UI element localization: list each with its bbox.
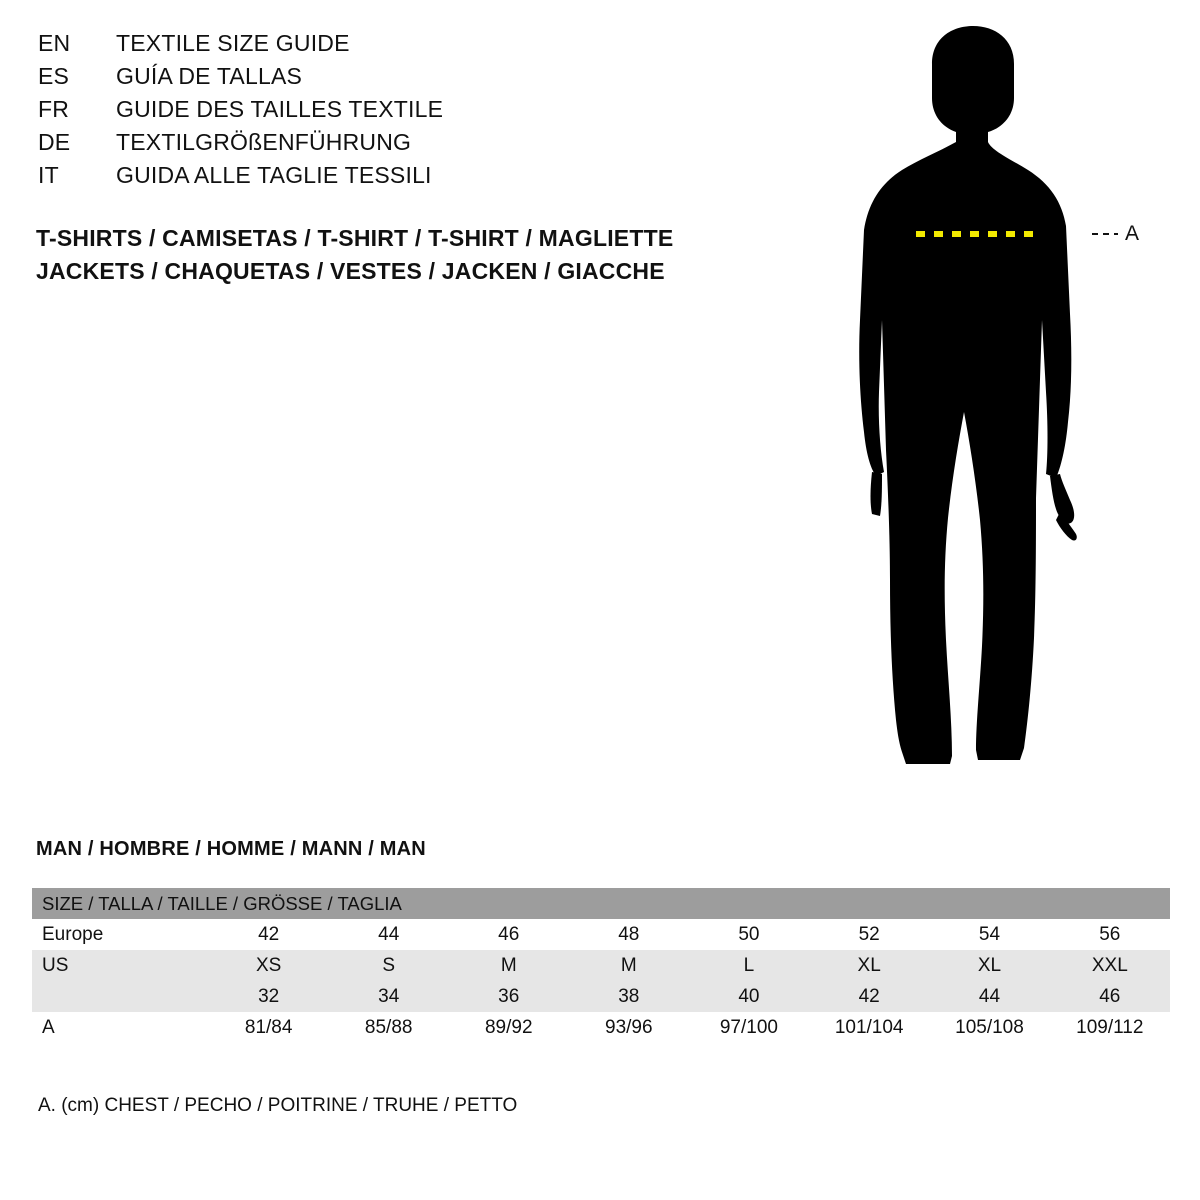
- male-silhouette-figure: [820, 20, 1180, 800]
- table-header-row: [32, 888, 1170, 919]
- cell-us-8: XXL: [1050, 950, 1170, 981]
- language-row: [38, 96, 738, 129]
- cell-a-6: 101/104: [809, 1012, 929, 1043]
- table-header-label: SIZE / TALLA / TAILLE / GRÖSSE / TAGLIA: [32, 888, 1170, 919]
- cell-a-8: 109/112: [1050, 1012, 1170, 1043]
- cell-a-2: 85/88: [329, 1012, 449, 1043]
- footnote-chest-measure: A. (cm) CHEST / PECHO / POITRINE / TRUHE / PETTO: [38, 1095, 518, 1116]
- cell-us-3: M: [449, 950, 569, 981]
- cell-a-4: 93/96: [569, 1012, 689, 1043]
- language-code: FR: [38, 96, 70, 122]
- table-row: [32, 1012, 1170, 1043]
- cell-numeric-7: 44: [929, 981, 1049, 1012]
- cell-us-7: XL: [929, 950, 1049, 981]
- language-code: DE: [38, 129, 71, 155]
- garment-line-jackets: JACKETS / CHAQUETAS / VESTES / JACKEN / GIACCHE: [36, 258, 665, 284]
- cell-a-1: 81/84: [209, 1012, 329, 1043]
- cell-a-5: 97/100: [689, 1012, 809, 1043]
- cell-europe-8: 56: [1050, 919, 1170, 950]
- language-row: [38, 129, 738, 162]
- cell-europe-3: 46: [449, 919, 569, 950]
- table-row: [32, 981, 1170, 1012]
- cell-numeric-2: 34: [329, 981, 449, 1012]
- language-row: [38, 162, 738, 195]
- language-row: [38, 63, 738, 96]
- cell-numeric-8: 46: [1050, 981, 1170, 1012]
- cell-us-6: XL: [809, 950, 929, 981]
- cell-us-4: M: [569, 950, 689, 981]
- language-code: EN: [38, 30, 71, 56]
- cell-a-7: 105/108: [929, 1012, 1049, 1043]
- cell-us-1: XS: [209, 950, 329, 981]
- cell-europe-4: 48: [569, 919, 689, 950]
- cell-numeric-4: 38: [569, 981, 689, 1012]
- cell-numeric-3: 36: [449, 981, 569, 1012]
- language-text: GUIDA ALLE TAGLIE TESSILI: [116, 162, 432, 188]
- table-row: [32, 919, 1170, 950]
- row-label-a: A: [32, 1012, 209, 1043]
- cell-us-5: L: [689, 950, 809, 981]
- cell-europe-7: 54: [929, 919, 1049, 950]
- table-row: [32, 950, 1170, 981]
- language-text: GUÍA DE TALLAS: [116, 63, 303, 89]
- language-text: TEXTILGRÖßENFÜHRUNG: [116, 129, 412, 155]
- cell-numeric-6: 42: [809, 981, 929, 1012]
- row-label-europe: Europe: [32, 919, 209, 950]
- cell-us-2: S: [329, 950, 449, 981]
- language-code: IT: [38, 162, 59, 188]
- cell-a-3: 89/92: [449, 1012, 569, 1043]
- row-label-us: US: [32, 950, 209, 981]
- cell-europe-2: 44: [329, 919, 449, 950]
- garment-line-tshirts: T-SHIRTS / CAMISETAS / T-SHIRT / T-SHIRT / MAGLIETTE: [36, 225, 674, 251]
- row-label-numeric: [32, 981, 209, 1012]
- garment-type-block: [36, 222, 796, 288]
- language-header-block: [38, 30, 738, 195]
- measure-leader-line: [1092, 233, 1118, 235]
- cell-numeric-5: 40: [689, 981, 809, 1012]
- cell-numeric-1: 32: [209, 981, 329, 1012]
- cell-europe-5: 50: [689, 919, 809, 950]
- cell-europe-1: 42: [209, 919, 329, 950]
- section-title-man: MAN / HOMBRE / HOMME / MANN / MAN: [36, 838, 426, 860]
- size-table: [32, 888, 1170, 1043]
- language-text: TEXTILE SIZE GUIDE: [116, 30, 350, 56]
- language-row: [38, 30, 738, 63]
- language-code: ES: [38, 63, 70, 89]
- language-text: GUIDE DES TAILLES TEXTILE: [116, 96, 444, 122]
- cell-europe-6: 52: [809, 919, 929, 950]
- measure-label-a: A: [1125, 222, 1140, 245]
